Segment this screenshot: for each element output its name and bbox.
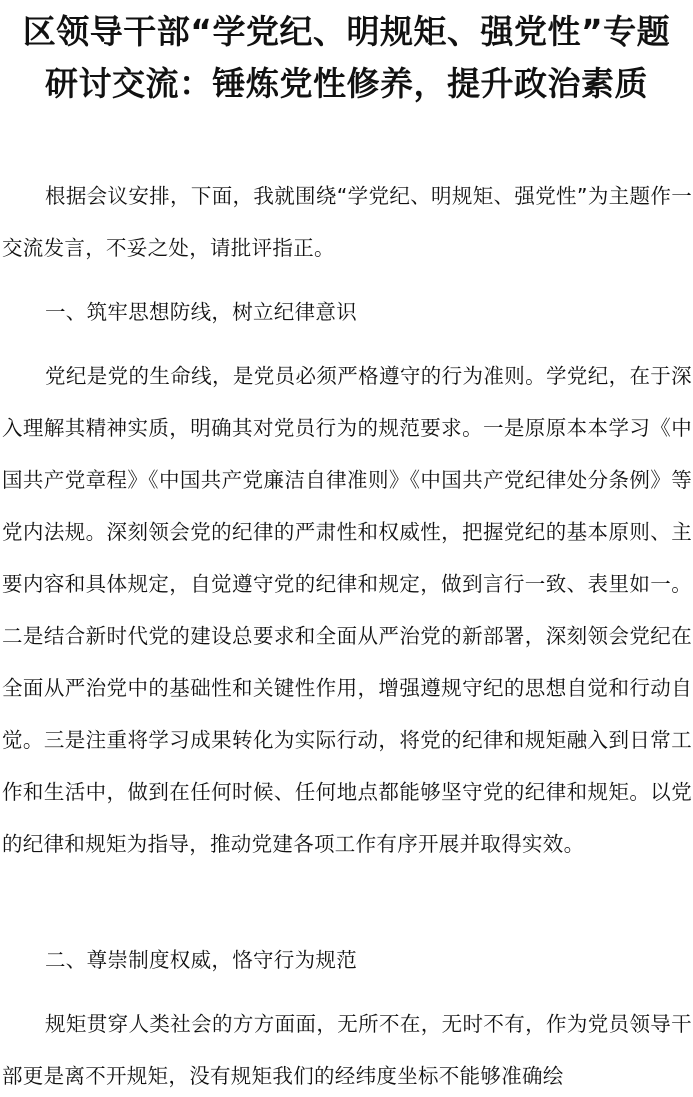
section-heading-1: 一、筑牢思想防线，树立纪律意识 bbox=[45, 300, 357, 324]
section-2-paragraph: 规矩贯穿人类社会的方方面面，无所不在，无时不有，作为党员领导干部更是离不开规矩，没有规矩我们的经纬度坐标不能够准确绘 bbox=[2, 1012, 692, 1088]
document-title: 区领导干部“学党纪、明规矩、强党性”专题研讨交流：锤炼党性修养，提升政治素质 bbox=[22, 12, 671, 103]
intro-paragraph: 根据会议安排，下面，我就围绕“学党纪、明规矩、强党性”为主题作一交流发言，不妥之处，请批评指正。 bbox=[2, 184, 692, 260]
section-1-paragraph: 党纪是党的生命线，是党员必须严格遵守的行为准则。学党纪，在于深入理解其精神实质，明确其对党员行为的规范要求。一是原原本本学习《中国共产党章程》《中国共产党廉洁自律准则》《中国共产党纪律处分条例》等党内法规。深刻领会党的纪律的严肃性和权威性，把握党纪的基本原则、主要内容和具体规定，自觉遵守党的纪律和规定，做到言行一致、表里如一。二是结合新时代党的建设总要求和全面从严治党的新部署，深刻领会党纪在全面从严治党中的基础性和关键性作用，增强遵规守纪的思想自觉和行动自觉。三是注重将学习成果转化为实际行动，将党的纪律和规矩融入到日常工作和生活中，做到在任何时候、任何地点都能够坚守党的纪律和规矩。以党的纪律和规矩为指导，推动党建各项工作有序开展并取得实效。 bbox=[2, 364, 692, 856]
section-heading-2: 二、尊崇制度权威，恪守行为规范 bbox=[45, 948, 357, 972]
